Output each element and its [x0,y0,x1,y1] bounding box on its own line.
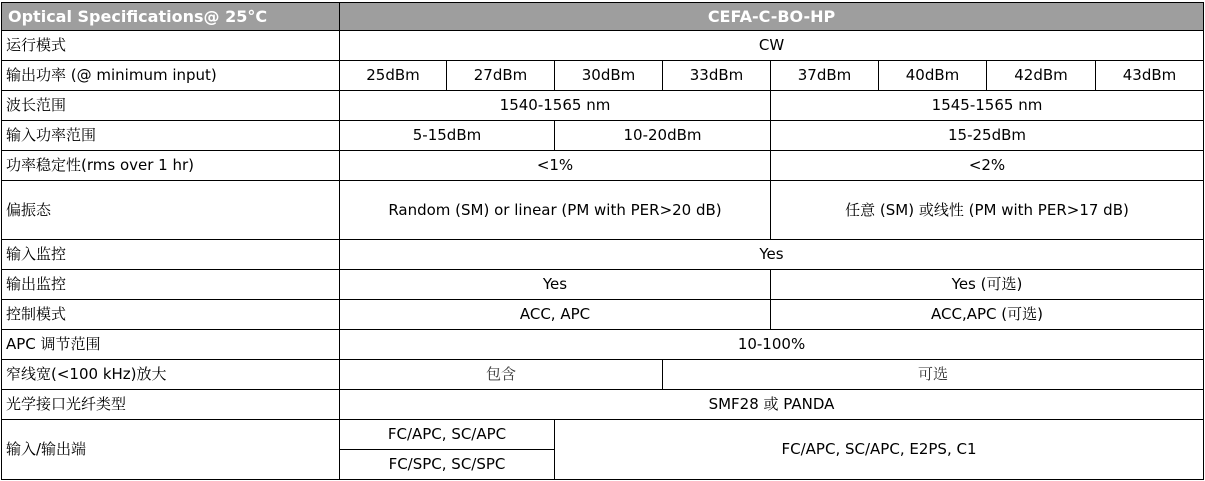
row-label-io-ports: 输入/输出端 [2,420,340,480]
input-power-range-value: 15-25dBm [771,121,1204,151]
input-power-range-value: 10-20dBm [555,121,771,151]
row-label-control-mode: 控制模式 [2,300,340,330]
apc-range-value: 10-100% [340,330,1204,360]
row-label-input-power-range: 输入功率范围 [2,121,340,151]
row-label-output-monitor: 输出监控 [2,270,340,300]
table-row [2,390,1204,420]
table-row [2,300,1204,330]
narrow-linewidth-value: 包含 [340,360,663,390]
output-power-value: 30dBm [555,61,663,91]
output-power-value: 33dBm [663,61,771,91]
output-power-value: 27dBm [447,61,555,91]
wavelength-range-value: 1540-1565 nm [340,91,771,121]
table-row [2,151,1204,181]
model-name: CEFA-C-BO-HP [340,3,1204,31]
table-row [2,31,1204,61]
table-row [2,61,1204,91]
input-power-range-value: 5-15dBm [340,121,555,151]
control-mode-value: ACC,APC (可选) [771,300,1204,330]
power-stability-value: <2% [771,151,1204,181]
operating-mode-value: CW [340,31,1204,61]
polarization-value: Random (SM) or linear (PM with PER>20 dB) [340,181,771,240]
table-row [2,270,1204,300]
narrow-linewidth-value: 可选 [663,360,1204,390]
io-ports-value: FC/APC, SC/APC [340,420,555,450]
table-row [2,91,1204,121]
wavelength-range-value: 1545-1565 nm [771,91,1204,121]
table-row [2,330,1204,360]
row-label-input-monitor: 输入监控 [2,240,340,270]
table-row [2,420,1204,450]
fiber-type-value: SMF28 或 PANDA [340,390,1204,420]
output-power-value: 25dBm [340,61,447,91]
io-ports-value: FC/APC, SC/APC, E2PS, C1 [555,420,1204,480]
polarization-value: 任意 (SM) 或线性 (PM with PER>17 dB) [771,181,1204,240]
table-row [2,240,1204,270]
control-mode-value: ACC, APC [340,300,771,330]
table-row [2,121,1204,151]
header-row [2,3,1204,31]
optical-spec-table [1,2,1204,480]
input-monitor-value: Yes [340,240,1204,270]
row-label-power-stability: 功率稳定性(rms over 1 hr) [2,151,340,181]
row-label-polarization: 偏振态 [2,181,340,240]
row-label-wavelength-range: 波长范围 [2,91,340,121]
row-label-narrow-linewidth: 窄线宽(<100 kHz)放大 [2,360,340,390]
table-row [2,181,1204,240]
output-power-value: 42dBm [987,61,1096,91]
row-label-operating-mode: 运行模式 [2,31,340,61]
power-stability-value: <1% [340,151,771,181]
row-label-apc-range: APC 调节范围 [2,330,340,360]
output-monitor-value: Yes [340,270,771,300]
row-label-output-power: 输出功率 (@ minimum input) [2,61,340,91]
output-power-value: 43dBm [1096,61,1204,91]
row-label-fiber-type: 光学接口光纤类型 [2,390,340,420]
output-power-value: 40dBm [879,61,987,91]
table-row [2,360,1204,390]
output-monitor-value: Yes (可选) [771,270,1204,300]
spec-title: Optical Specifications@ 25°C [2,3,340,31]
output-power-value: 37dBm [771,61,879,91]
io-ports-value: FC/SPC, SC/SPC [340,450,555,480]
